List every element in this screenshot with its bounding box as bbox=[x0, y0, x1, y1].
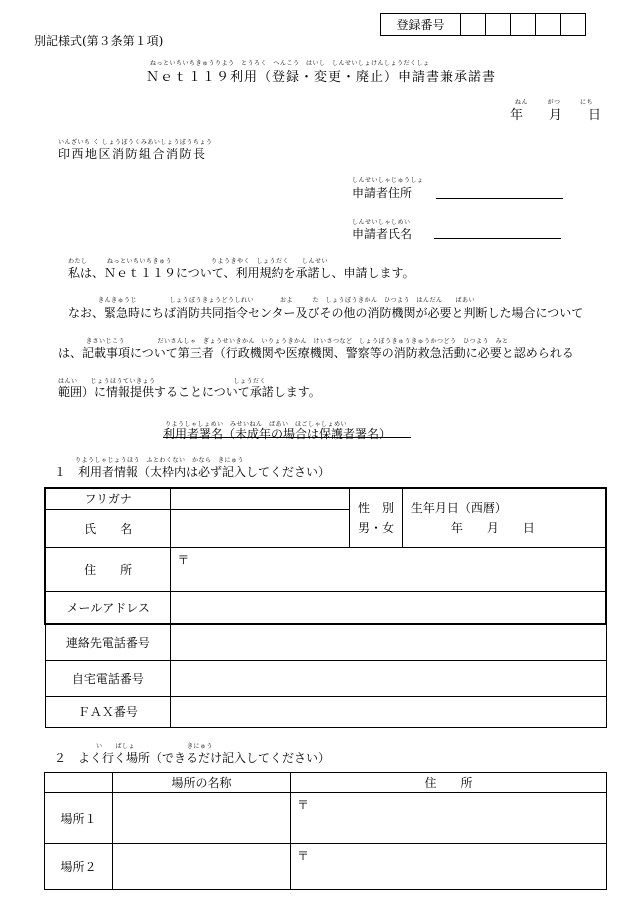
home-phone-label: 自宅電話番号 bbox=[45, 660, 171, 696]
home-phone-input[interactable] bbox=[171, 660, 606, 696]
col-place-address: 住 所 bbox=[291, 773, 607, 793]
body-line2-ruby: きんきゅうじ しょうぼうきょうどうしれい およ た しょうぼうきかん ひつよう はんだん ばあい bbox=[98, 297, 476, 304]
postal-mark: 〒 bbox=[297, 798, 310, 812]
place-row-label: 場所１ bbox=[45, 793, 113, 844]
contact-phone-label: 連絡先電話番号 bbox=[45, 624, 171, 660]
applicant-address-line[interactable] bbox=[436, 198, 563, 199]
registration-digit-cell[interactable] bbox=[561, 14, 586, 36]
body-line1-ruby: わたし ねっといちいちきゅう りようきやく しょうだく しんせい bbox=[68, 258, 329, 265]
applicant-name-label: 申請者氏名 bbox=[352, 227, 413, 241]
address-label: 住 所 bbox=[45, 547, 171, 591]
fax-label: ＦＡＸ番号 bbox=[45, 696, 171, 727]
sex-cell[interactable] bbox=[350, 488, 403, 547]
form-title: Ｎｅｔ１１９利用（登録・変更・廃止）申請書兼承諾書 bbox=[146, 70, 497, 85]
furigana-label: フリガナ bbox=[45, 488, 171, 509]
birthdate-cell[interactable] bbox=[402, 488, 606, 547]
body-line4: 範囲）に情報提供することについて承諾します。 bbox=[58, 385, 321, 399]
applicant-address-label: 申請者住所 bbox=[352, 186, 413, 200]
registration-digit-cell[interactable] bbox=[536, 14, 561, 36]
title-ruby: ねっといちいちきゅうりよう とうろく へんこう はいし しんせいしょけんしょうだくしょ bbox=[150, 60, 430, 67]
place-name-input[interactable] bbox=[113, 793, 291, 844]
registration-number-label: 登録番号 bbox=[381, 14, 461, 36]
fax-input[interactable] bbox=[171, 696, 606, 727]
date-ruby: ねん がつ にち bbox=[515, 99, 594, 106]
signature-ruby: りようしゃしょめい みせいねん ばあい ほごしゃしょめい bbox=[165, 421, 348, 428]
applicant-address-ruby: しんせいしゃじゅうしょ bbox=[352, 177, 424, 184]
section2-title: ２ よく行く場所（できるだけ記入してください） bbox=[54, 751, 331, 765]
body-line1: 私は、Ｎｅｔ１１９について、利用規約を承諾し、申請します。 bbox=[68, 266, 415, 280]
recipient: 印西地区消防組合消防長 bbox=[58, 147, 207, 161]
header-blank-cell bbox=[45, 773, 113, 793]
section1-ruby: りようしゃじょうほう ふとわくない かなら きにゅう bbox=[75, 457, 244, 464]
place-address-input[interactable] bbox=[291, 844, 607, 890]
birthdate-fields[interactable]: 年 月 日 bbox=[450, 520, 535, 535]
name-input[interactable] bbox=[171, 509, 350, 547]
section1-title: １ 利用者情報（太枠内は必ず記入してください） bbox=[54, 465, 331, 479]
date-field: 年 月 日 bbox=[510, 108, 602, 123]
furigana-input[interactable] bbox=[171, 488, 350, 509]
email-input[interactable] bbox=[171, 591, 606, 624]
frequent-places-table bbox=[44, 772, 607, 890]
place-name-input[interactable] bbox=[113, 844, 291, 890]
signature-label: 利用者署名（未成年の場合は保護者署名） bbox=[163, 427, 392, 441]
place-address-input[interactable] bbox=[291, 793, 607, 844]
registration-digit-cell[interactable] bbox=[461, 14, 486, 36]
birthdate-label: 生年月日（西暦） bbox=[410, 500, 507, 515]
place-row-label: 場所２ bbox=[45, 844, 113, 890]
applicant-name-line[interactable] bbox=[434, 238, 561, 239]
email-label: メールアドレス bbox=[45, 591, 171, 624]
sex-label: 性 別 bbox=[357, 500, 394, 515]
section2-ruby: い ばしょ きにゅう bbox=[96, 743, 213, 750]
postal-mark: 〒 bbox=[297, 849, 310, 863]
body-line3: は、記載事項について第三者（行政機関や医療機関、警察等の消防救急活動に必要と認められる bbox=[58, 346, 574, 360]
registration-digit-cell[interactable] bbox=[511, 14, 536, 36]
applicant-name-ruby: しんせいしゃしめい bbox=[352, 219, 411, 226]
user-info-table bbox=[44, 487, 607, 735]
contact-phone-input[interactable] bbox=[171, 624, 606, 660]
form-label: 別記様式(第３条第１項) bbox=[34, 34, 164, 48]
signature-line[interactable] bbox=[163, 437, 411, 438]
recipient-ruby: いんざいち く しょうぼうくみあいしょうぼうちょう bbox=[58, 139, 213, 146]
body-line3-ruby: きさいじこう だいさんしゃ ぎょうせいきかん いりょうきかん けいさつなど しょうぼうきゅうきゅうかつどう ひつよう みと bbox=[86, 338, 509, 345]
sex-options[interactable]: 男・女 bbox=[357, 520, 394, 535]
postal-mark: 〒 bbox=[177, 552, 190, 567]
address-input[interactable] bbox=[171, 547, 606, 591]
body-line4-ruby: はんい じょうほうていきょう しょうだく bbox=[58, 378, 267, 385]
body-line2: なお、緊急時にちば消防共同指令センター及びその他の消防機関が必要と判断した場合について bbox=[68, 306, 584, 320]
name-label: 氏 名 bbox=[45, 509, 171, 547]
registration-number-box bbox=[380, 13, 586, 36]
registration-digit-cell[interactable] bbox=[486, 14, 511, 36]
col-place-name: 場所の名称 bbox=[113, 773, 291, 793]
